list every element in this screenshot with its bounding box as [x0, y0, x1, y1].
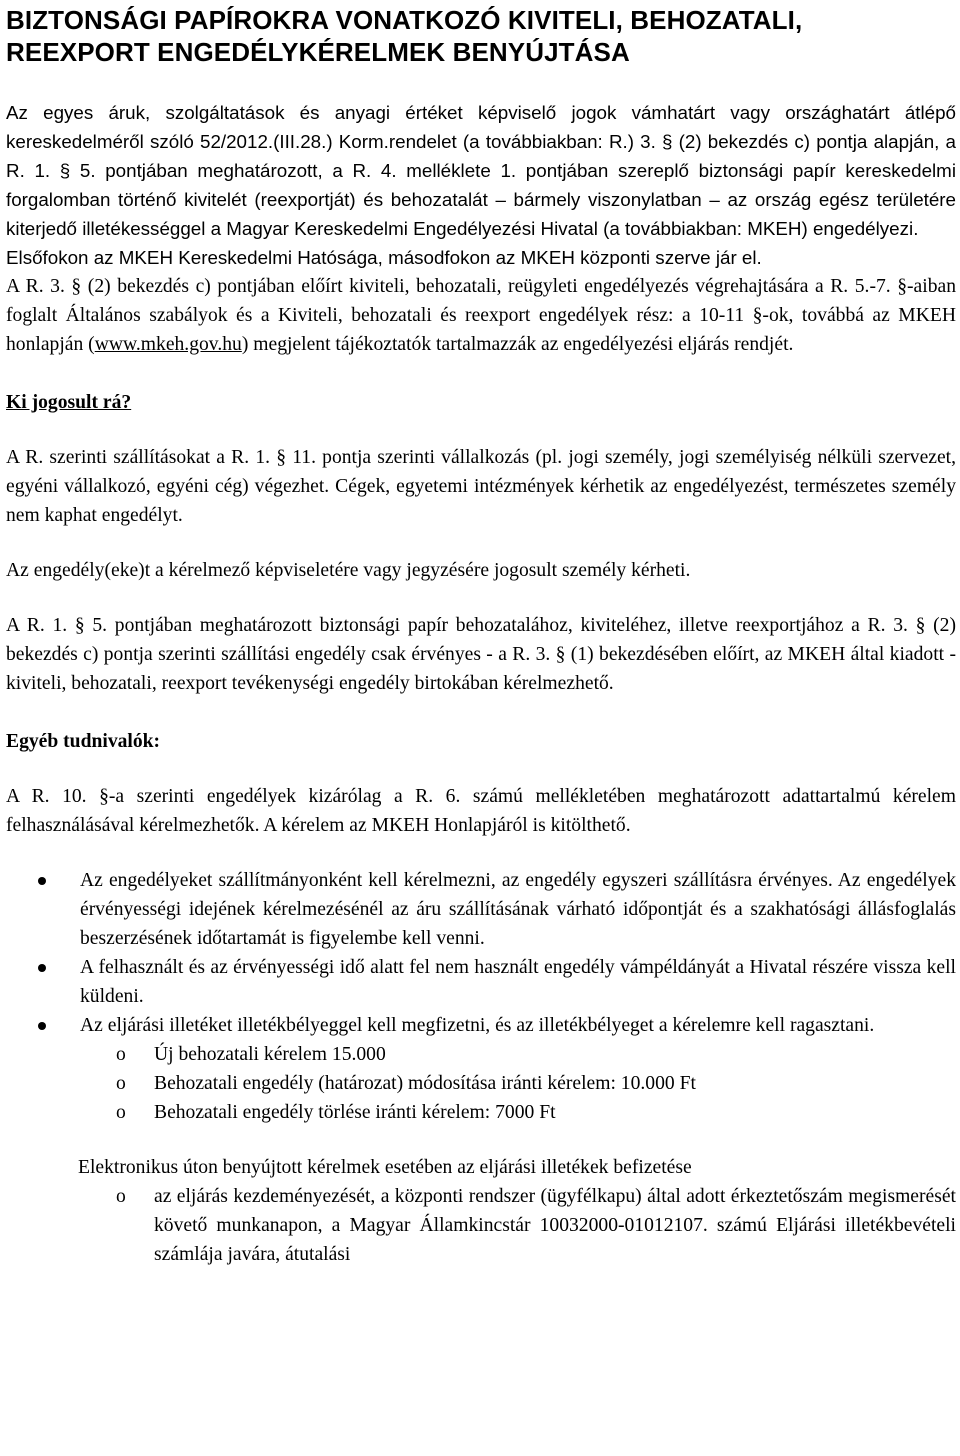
- electronic-paragraph: Elektronikus úton benyújtott kérelmek esetében az eljárási illetékek befizetése: [78, 1157, 692, 1178]
- circle-bullet-icon: o: [116, 1073, 126, 1094]
- intro-rules: [6, 272, 956, 359]
- bullet-dot-icon: [38, 964, 46, 972]
- list-item-text: Az eljárási illetéket illetékbélyeggel kell megfizetni, és az illetékbélyeget a kérelemre kell ragasztani.: [80, 1015, 875, 1036]
- bullet-list: [6, 866, 956, 1040]
- circle-bullet-icon: o: [116, 1044, 126, 1065]
- section-heading-who: Ki jogosult rá?: [6, 392, 132, 413]
- document-page: [6, 2, 956, 1269]
- fee-item-text: Behozatali engedély törlése iránti kérelem: 7000 Ft: [154, 1102, 556, 1123]
- list-item-text: A felhasznált és az érvényességi idő alatt fel nem használt engedély vámpéldányát a Hivatal részére vissza kell küldeni.: [80, 957, 956, 1007]
- who-paragraph-2: Az engedély(eke)t a kérelmező képviseletére vagy jegyzésére jogosult személy kérheti.: [6, 560, 691, 581]
- document-title: [6, 2, 956, 68]
- list-item: [6, 866, 956, 953]
- who-paragraph-1: A R. szerinti szállításokat a R. 1. § 11. pontja szerinti vállalkozás (pl. jogi személy, jogi személyiség nélküli szervezet, egyéni vállalkozó, egyéni cég) végezhet. Cégek, egyetemi intézmények kérhetik az engedélyezést, természetes személy nem kaphat engedélyt.: [6, 447, 956, 526]
- intro-paragraph: Az egyes áruk, szolgáltatások és anyagi értéket képviselő jogok vámhatárt vagy országhatárt átlépő kereskedelméről szóló 52/2012.(III.28.) Korm.rendelet (a továbbiakban: R.) 3. § (2) bekezdés c) pontja alapján, a R. 1. § 5. pontjában meghatározott, a R. 4. melléklete 1. pontjában szereplő biztonsági papír kereskedelmi forgalomban történő kivitelét (reexportját) és behozatalát – bármely viszonylatban – az ország egész területére kiterjedő illetékességgel a Magyar Kereskedelmi Engedélyezési Hivatal (a továbbiakban: MKEH) engedélyezi.: [6, 102, 956, 239]
- title-line-2: REEXPORT ENGEDÉLYKÉRELMEK BENYÚJTÁSA: [6, 37, 630, 67]
- list-item: [6, 1182, 956, 1269]
- intro-authority: Elsőfokon az MKEH Kereskedelmi Hatósága, másodfokon az MKEH központi szerve jár el.: [6, 247, 762, 268]
- circle-bullet-icon: o: [116, 1102, 126, 1123]
- fee-item-text: Behozatali engedély (határozat) módosítása iránti kérelem: 10.000 Ft: [154, 1073, 696, 1094]
- title-line-1: BIZTONSÁGI PAPÍROKRA VONATKOZÓ KIVITELI, BEHOZATALI,: [6, 5, 803, 35]
- other-paragraph-1: A R. 10. §-a szerinti engedélyek kizárólag a R. 6. számú mellékletében meghatározott adattartalmú kérelem felhasználásával kérelmezhetők. A kérelem az MKEH Honlapjáról is kitölthető.: [6, 786, 956, 836]
- list-item: [6, 1040, 956, 1069]
- list-item: [6, 953, 956, 1011]
- electronic-list: [6, 1182, 956, 1269]
- fee-item-text: Új behozatali kérelem 15.000: [154, 1044, 386, 1065]
- intro-rules-text-b: ) megjelent tájékoztatók tartalmazzák az engedélyezési eljárás rendjét.: [241, 334, 794, 355]
- fee-list: [6, 1040, 956, 1127]
- who-paragraph-3: A R. 1. § 5. pontjában meghatározott biztonsági papír behozatalához, kiviteléhez, illetve reexportjához a R. 3. § (2) bekezdés c) pontja szerinti szállítási engedély csak érvényes - a R. 3. § (1) bekezdésében előírt, az MKEH által kiadott - kiviteli, behozatali, reexport tevékenységi engedély birtokában kérelmezhető.: [6, 615, 956, 694]
- list-item: [6, 1069, 956, 1098]
- circle-bullet-icon: o: [116, 1186, 126, 1207]
- bullet-dot-icon: [38, 1022, 46, 1030]
- mkeh-website-link[interactable]: www.mkeh.gov.hu: [94, 334, 242, 355]
- intro-rules-text-a: A R. 3. § (2) bekezdés c) pontjában előírt kiviteli, behozatali, reügyleti engedélyezés végrehajtására a R. 5.-7. §-aiban foglalt Általános szabályok és a Kiviteli, behozatali és reexport engedélyek rész: a 10-11 §-ok, továbbá az MKEH honlapján (: [6, 276, 956, 355]
- section-heading-other: Egyéb tudnivalók:: [6, 731, 161, 752]
- list-item: [6, 1011, 956, 1040]
- electronic-item-text: az eljárás kezdeményezését, a központi rendszer (ügyfélkapu) által adott érkeztetőszám megismerését követő munkanapon, a Magyar Államkincstár 10032000-01012107. számú Eljárási illetékbevételi számlája javára, átutalási: [154, 1186, 956, 1265]
- bullet-dot-icon: [38, 877, 46, 885]
- list-item-text: Az engedélyeket szállítmányonként kell kérelmezni, az engedély egyszeri szállításra érvényes. Az engedélyek érvényességi idejének kérelmezésénél az áru szállításának várható időpontját és a szakhatósági állásfoglalás beszerzésének időtartamát is figyelembe kell venni.: [80, 870, 956, 949]
- list-item: [6, 1098, 956, 1127]
